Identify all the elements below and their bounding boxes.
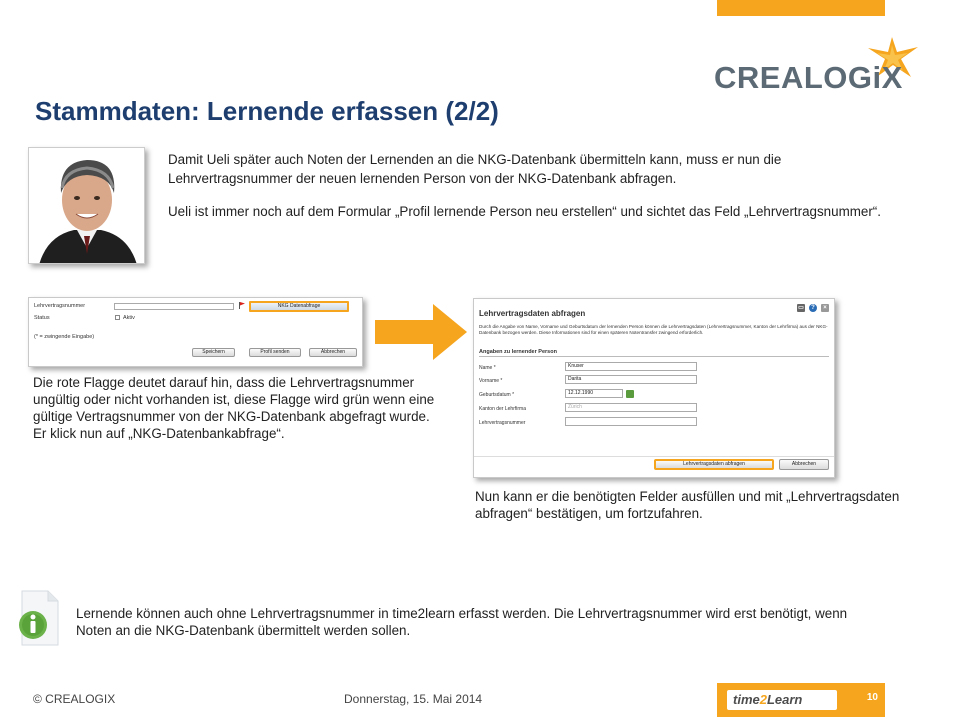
help-icon[interactable]: ?: [809, 304, 817, 312]
field-label-firstname: Vorname *: [479, 378, 503, 384]
page-number: 10: [866, 692, 878, 703]
form-screenshot: [28, 297, 363, 367]
intro-text: [168, 150, 903, 235]
footer-date: Donnerstag, 15. Mai 2014: [344, 692, 483, 706]
canton-input[interactable]: Zürich: [565, 403, 697, 412]
dialog-cancel-button[interactable]: Abbrechen: [779, 459, 829, 470]
brand-part-b: 2: [759, 692, 767, 707]
dialog-screenshot: [473, 298, 835, 478]
query-contract-button[interactable]: Lehrvertragsdaten abfragen: [654, 459, 774, 470]
nkg-query-button[interactable]: NKG Datenabfrage: [249, 301, 349, 312]
contract-number-input[interactable]: [114, 303, 234, 310]
calendar-icon[interactable]: [626, 390, 634, 398]
brand-part-c: Learn: [766, 692, 803, 707]
crealogix-logo: [714, 35, 924, 95]
status-label: Status: [34, 315, 50, 321]
caption-left: Die rote Flagge deutet darauf hin, dass die Lehrvertragsnummer ungültig oder nicht vorhanden ist, diese Flagge wird grün wenn eine gültige Vertragsnummer von der NKG-Datenbank abgefragt wurde. Er klick nun auf „NKG-Datenbankabfrage“.: [33, 375, 435, 441]
info-icon: [16, 589, 61, 647]
field-label-canton: Kanton der Lehrfirma: [479, 406, 526, 412]
caption-right: Nun kann er die benötigten Felder ausfüllen und mit „Lehrvertragsdaten abfragen“ bestätigen, um fortzufahren.: [475, 489, 900, 521]
close-icon[interactable]: ×: [821, 304, 829, 312]
birthdate-input[interactable]: 12.12.1990: [565, 389, 623, 398]
cancel-button[interactable]: Abbrechen: [309, 348, 357, 357]
top-accent-bar: [717, 0, 885, 16]
status-checkbox[interactable]: [115, 315, 120, 320]
time2learn-logo: [727, 690, 837, 710]
section-heading: Angaben zu lernender Person: [479, 349, 829, 357]
contract-number-label: Lehrvertragsnummer: [34, 303, 86, 309]
red-flag-icon: [239, 302, 245, 309]
copyright: © CREALOGIX: [33, 692, 116, 706]
status-value: Aktiv: [123, 315, 135, 321]
field-label-birthdate: Geburtsdatum *: [479, 392, 515, 398]
dialog-title: Lehrvertragsdaten abfragen: [479, 309, 586, 318]
footer-badge: [717, 683, 885, 717]
field-label-contract: Lehrvertragsnummer: [479, 420, 526, 426]
intro-paragraph-1: Damit Ueli später auch Noten der Lernenden an die NKG-Datenbank übermitteln kann, muss er nun die Lehrvertragsnummer der neuen lernenden Person von der NKG-Datenbank abfragen.: [168, 152, 782, 186]
info-text: Lernende können auch ohne Lehrvertragsnummer in time2learn erfasst werden. Die Lehrvertragsnummer wird erst benötigt, wenn Noten an die NKG-Datenbank übermittelt werden sollen.: [76, 606, 848, 638]
save-button[interactable]: Speichern: [192, 348, 235, 357]
intro-paragraph-2: Ueli ist immer noch auf dem Formular „Profil lernende Person neu erstellen“ und sichtet das Feld „Lehrvertragsnummer“.: [168, 204, 881, 219]
dialog-description: Durch die Angabe von Name, Vorname und Geburtsdatum der lernenden Person können die Lehrvertragsdaten (Lehrvertragsnummer, Kanton der Lehrfirma) aus der NKG-Datenbank bezogen werden. Diese Informationen sind für einen späteren Notentransfer zwingend erforderlich.: [479, 324, 828, 335]
person-photo: [28, 147, 145, 264]
page-title: Stammdaten: Lernende erfassen (2/2): [35, 96, 499, 126]
arrow-right-icon: [375, 304, 467, 360]
name-input[interactable]: Knuser: [565, 362, 697, 371]
send-profile-button[interactable]: Profil senden: [249, 348, 301, 357]
logo-text: CREALOGiX: [714, 60, 903, 95]
required-note: (* = zwingende Eingabe): [34, 334, 95, 340]
dialog-toolbar: [797, 304, 829, 312]
print-icon[interactable]: ▭: [798, 305, 804, 311]
contract-number-field[interactable]: [565, 417, 697, 426]
firstname-input[interactable]: Darita: [565, 375, 697, 384]
field-label-name: Name *: [479, 365, 496, 371]
brand-part-a: time: [733, 692, 760, 707]
